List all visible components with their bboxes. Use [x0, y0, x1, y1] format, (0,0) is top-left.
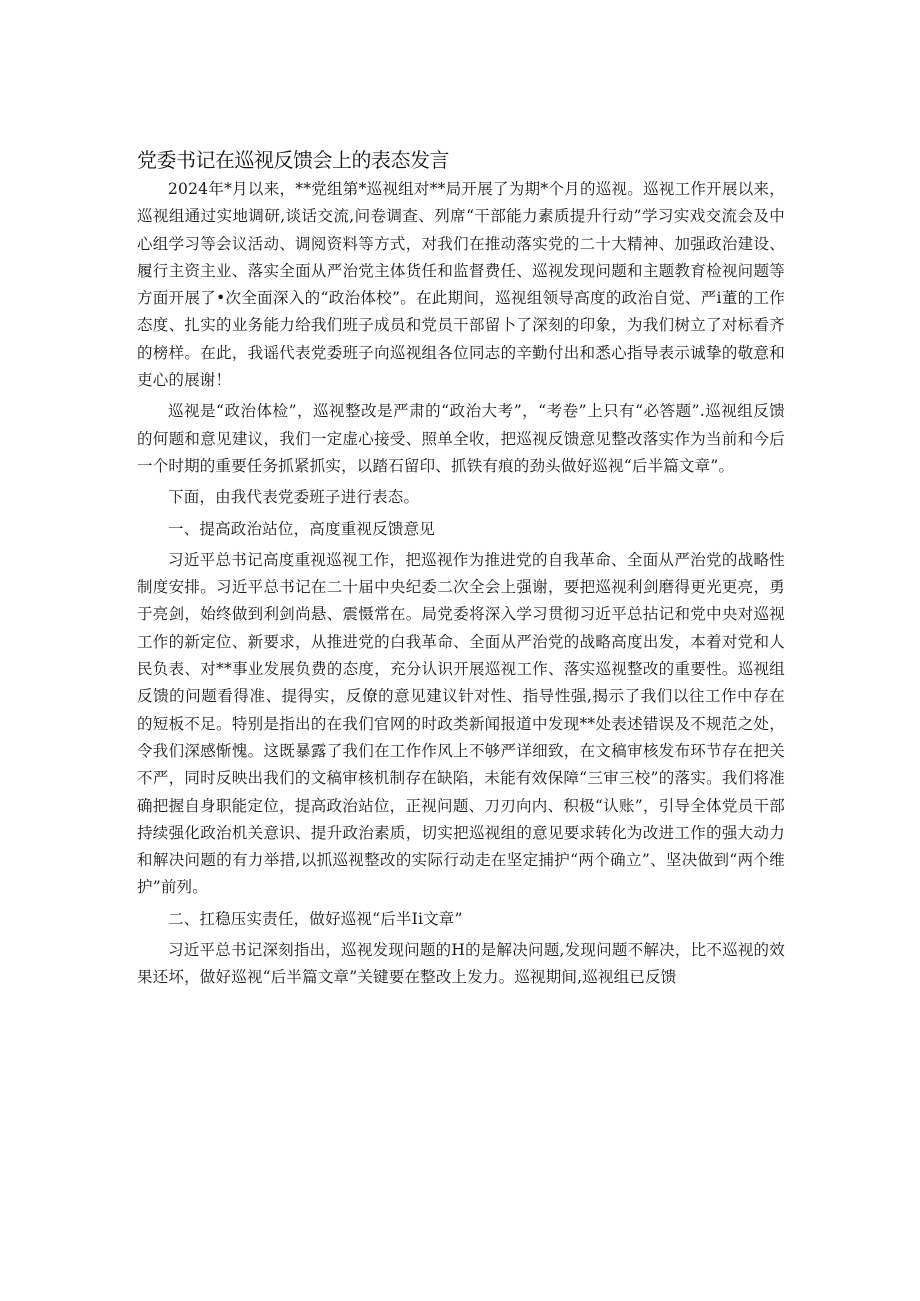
section-heading-2: 二、扛稳压实责任，做好巡视“后半Ii文章”	[168, 909, 463, 928]
paragraph-inspection-political-exam: 巡视是“政治体检”，巡视整改是严肃的“政治大考”，“考卷”上只有“必答题”.巡视组反馈的何题和意见建议，我们一定虚心接受、照单全收，把巡视反馈意见整改落实作为当前和今后一个时期的重要任务抓紧抓实，以踏石留印、抓铁有痕的劲头做好巡视“后半篇文章”。	[137, 402, 785, 475]
paragraph-intro: 2024年*月以来，**党组第*巡视组对**局开展了为期*个月的巡视。巡视工作开展以来，巡视组通过实地调研,谈话交流,问卷调查、列席“干部能力素质提升行动”学习实戏交流会及中心组学习等会议活动、调阅资料等方式，对我们在推动落实党的二十大精神、加强政治建设、履行主资主业、落实全面从严治党主体货任和监督费任、巡视发现问题和主题教育检视问题等方面开展了•次全面深入的“政治体校”。在此期间，巡视组领导高度的政治自觉、严i董的工作态度、扎实的业务能力给我们班子成员和党员干部留卜了深刻的印象，为我们树立了对标看齐的榜样。在此，我谣代表党委班子向巡视组各位同志的辛勤付出和悉心指导表示诚挚的敬意和吏心的展谢！	[137, 180, 785, 390]
paragraph-section-1-body: 习近平总书记高度重视巡视工作，把巡视作为推进党的自我革命、全面从严治党的战略性制度安排。习近平总书记在二十届中央纪委二次全会上强谢，要把巡视利剑磨得更光更亮，勇于亮剑，始终做到利剑尚悬、震慑常在。局党委将深入学习贯彻习近平总拈记和党中央对巡视工作的新定位、新要求，从推进党的白我革命、全面从严治党的战略高度出发，本着对党和人民负表、对**事业发展负费的态度，充分认识开展巡视工作、落实巡视整改的重要性。巡视组反馈的问题看得准、提得实，反僚的意见建议针对性、指导性强,揭示了我们以往工作中存在的短板不足。特别是指出的在我们官网的时政类新闻报道中发现**处表述错误及不规范之处，令我们深感惭愧。这既暴露了我们在工作作风上不够严详细致，在文稿审核发布环节存在把关不严，同时反映出我们的文稿审核机制存在缺陷，未能有效保障“三审三校”的落实。我们将准确把握自身职能定位，提高政治站位，正视问题、刀刃向内、积极“认账”，引导全体党员干部持续强化政治机关意识、提升政治素质，切实把巡视组的意见要求转化为改进工作的强大动力和解决问题的有力举措,以抓巡视整改的实际行动走在坚定捕护“两个确立”、坚决做到“两个维护”前列。	[137, 550, 785, 897]
document-body	[137, 176, 785, 992]
paragraph-statement-lead: 下面，由我代表党委班子进行表态。	[168, 488, 420, 507]
document-title: 党委书记在巡视反馈会上的表态发言	[137, 148, 449, 172]
paragraph-section-2-body: 习近平总书记深刻指出，巡视发现问题的H的是解决问题,发现问题不解决，比不巡视的效果还坏，做好巡视“后半篇文章”关键要在整改上发力。巡视期间,巡视组已反馈	[137, 941, 785, 987]
section-heading-1: 一、提高政治站位，高度重视反馈意见	[168, 519, 435, 538]
